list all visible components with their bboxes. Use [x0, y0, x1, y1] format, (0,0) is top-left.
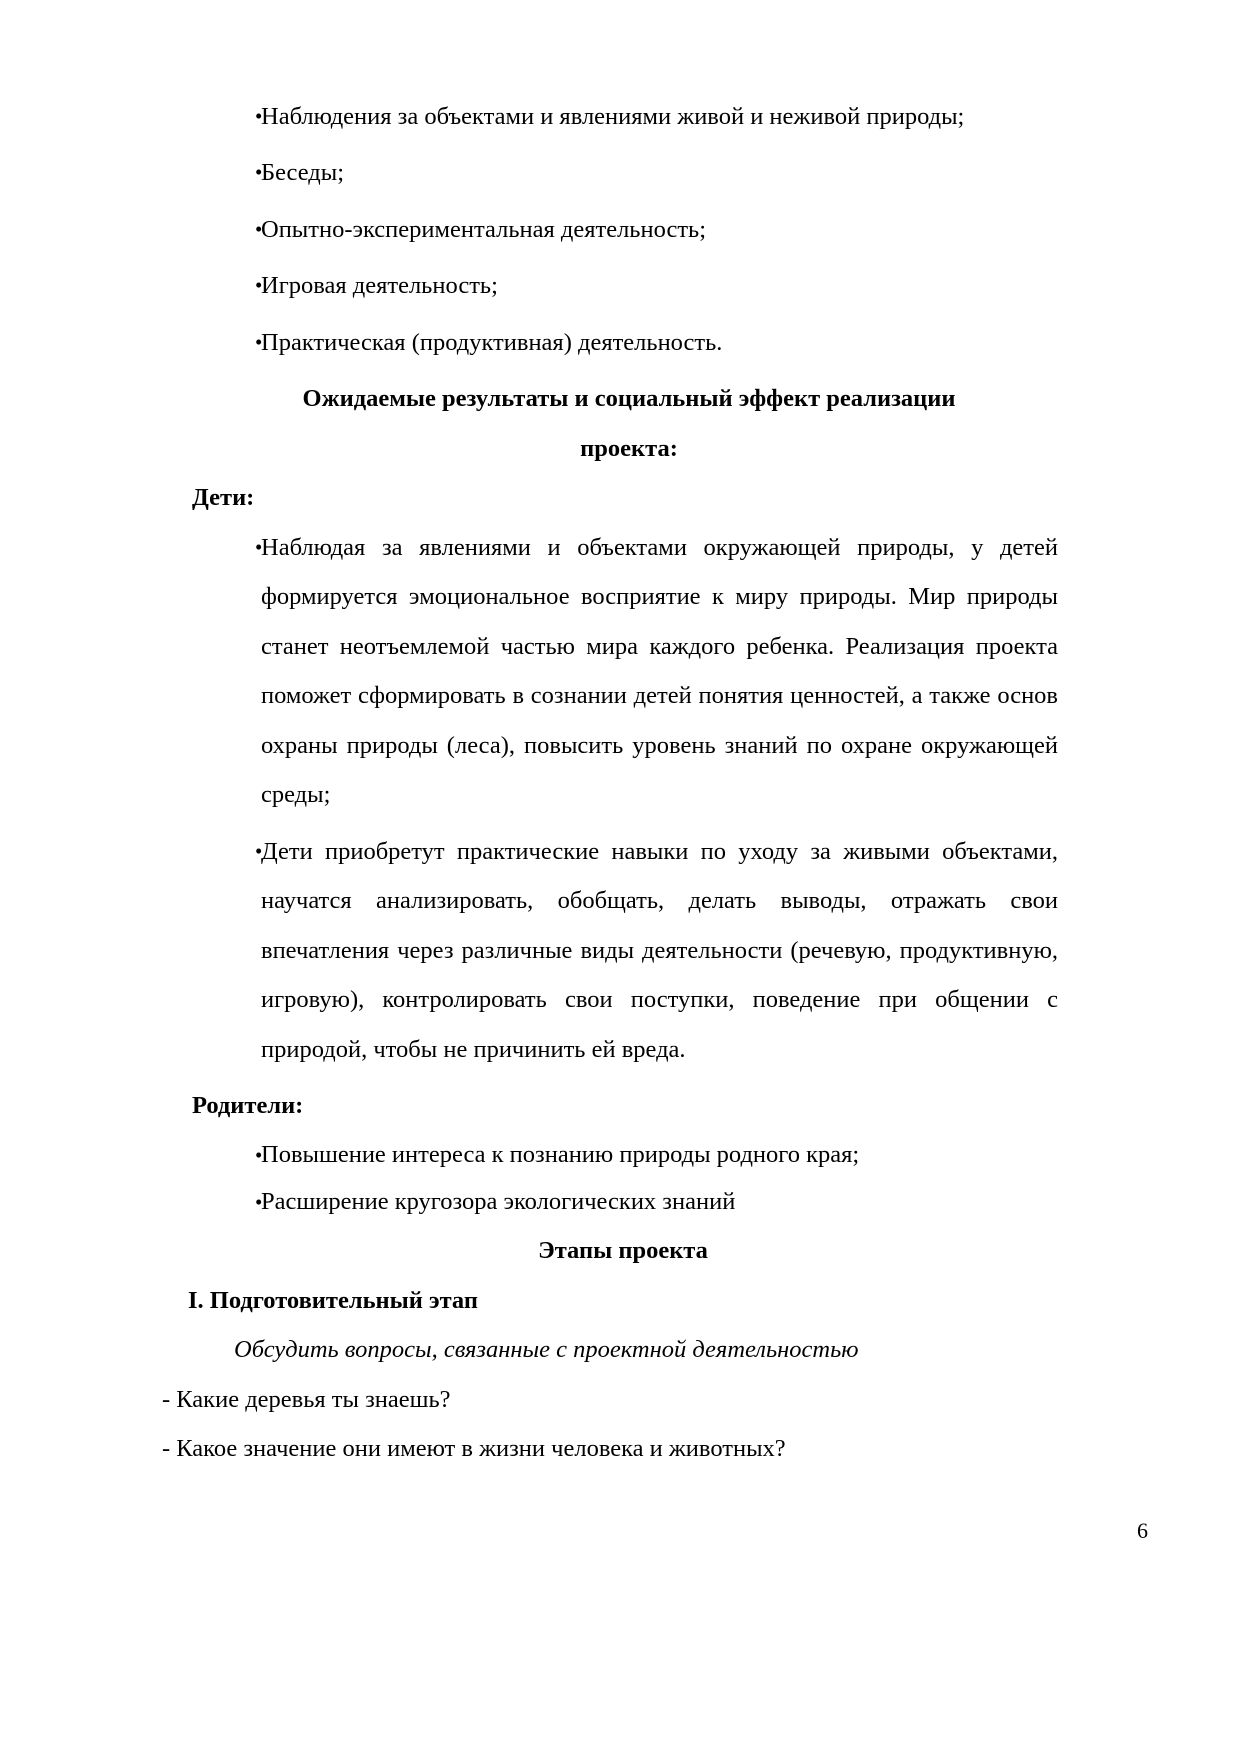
- list-item: • Расширение кругозора экологических знаний: [148, 1178, 1058, 1226]
- list-item: • Наблюдая за явлениями и объектами окружающей природы, у детей формируется эмоциональное восприятие к миру природы. Мир природы станет неотъемлемой частью мира каждого ребенка. Реализация проекта поможет сформировать в сознании детей понятия ценностей, а также основ охраны природы (леса), повысить уровень знаний по охране окружающей среды;: [148, 523, 1058, 820]
- parents-list: [148, 1131, 1058, 1227]
- expected-results-heading-line2: проекта:: [580, 434, 678, 462]
- stage-one-subtitle: Обсудить вопросы, связанные с проектной деятельностью: [234, 1336, 859, 1364]
- list-item: • Практическая (продуктивная) деятельность.: [148, 318, 1058, 367]
- page-number: 6: [1137, 1518, 1148, 1543]
- stages-heading: Этапы проекта: [538, 1237, 708, 1265]
- stage-one-heading: I. Подготовительный этап: [188, 1286, 478, 1314]
- list-item: • Игровая деятельность;: [148, 261, 1058, 310]
- question-line: - Какое значение они имеют в жизни человека и животных?: [162, 1435, 786, 1463]
- page-content: [148, 92, 1058, 1474]
- parents-heading: Родители:: [192, 1092, 304, 1120]
- children-heading: Дети:: [192, 484, 255, 512]
- methods-list: [148, 92, 1058, 367]
- list-item: • Дети приобретут практические навыки по уходу за живыми объектами, научатся анализировать, обобщать, делать выводы, отражать свои впечатления через различные виды деятельности (речевую, продуктивную, игровую), контролировать свои поступки, поведение при общении с природой, чтобы не причинить ей вреда.: [148, 827, 1058, 1074]
- list-item: • Опытно-экспериментальная деятельность;: [148, 205, 1058, 254]
- list-item: • Повышение интереса к познанию природы родного края;: [148, 1131, 1058, 1179]
- question-line: - Какие деревья ты знаешь?: [162, 1385, 451, 1413]
- list-item: • Наблюдения за объектами и явлениями живой и неживой природы;: [148, 92, 1058, 141]
- children-list: [148, 523, 1058, 1074]
- expected-results-heading-line1: Ожидаемые результаты и социальный эффект реализации: [302, 385, 956, 413]
- list-item: • Беседы;: [148, 148, 1058, 197]
